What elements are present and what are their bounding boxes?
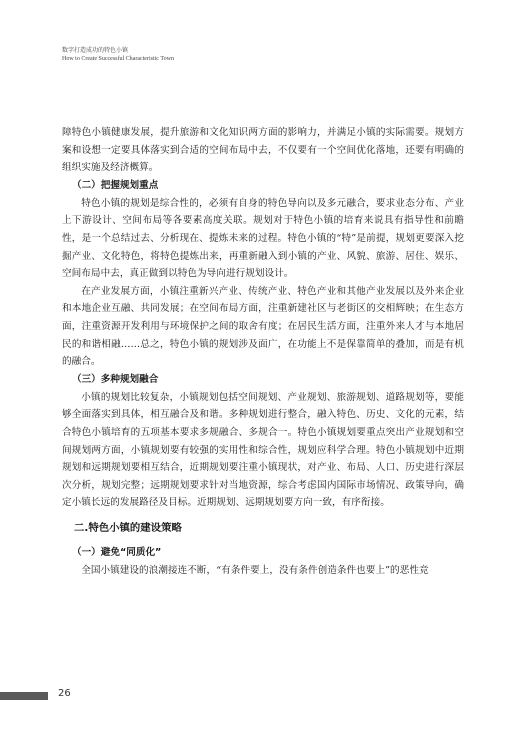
paragraph-multi-plan: 小镇的规划比较复杂，小镇规划包括空间规划、产业规划、旅游规划、道路规划等，要能够全面落实到具体，相互融合及和谐。多种规划进行整合，融入特色、历史、文化的元素，结合特色小镇培育的五项基本要求多规融合、多规合一。特色小镇规划要重点突出产业规划和空间规划两方面，小镇规划要有较强的实用性和综合性，规划应科学合理。特色小镇规划中近期规划和远期规划要相互结合，近期规划要注重小镇现状，对产业、布局、人口、历史进行深层次分析，规划完整；远期规划要求针对当地资源，综合考虑国内国际市场情况、政策导向，确定小镇长远的发展路径及目标。近期规划、远期规划要方向一致，有序衔接。: [62, 391, 464, 509]
page-number: 26: [58, 688, 71, 699]
subheading-planning-focus: （二）把握规划重点: [72, 179, 159, 191]
paragraph-industry-development: 在产业发展方面，小镇注重新兴产业、传统产业、特色产业和其他产业发展以及外来企业和本地企业互融、共同发展；在空间布局方面，注重新建社区与老街区的交相辉映；在生态方面，注重资源开发利用与环境保护之间的取舍有度；在居民生活方面，注重外来人才与本地居民的和谐相融……总之，特色小镇的规划涉及面广，在功能上不是保靠简单的叠加，而是有机的融合。: [62, 285, 464, 368]
header-title-cn: 数字打造成功的特色小镇: [62, 47, 129, 54]
paragraph-avoid-homogeneity: 全国小镇建设的浪潮接连不断，“有条件要上，没有条件创造条件也要上”的恶性竞: [81, 564, 429, 576]
subheading-multi-plan: （三）多种规划融合: [72, 373, 159, 385]
paragraph-planning-focus: 特色小镇的规划是综合性的，必须有自身的特色导向以及多元融合，要求业态分布、产业上下游设计、空间布局等各要素高度关联。规划对于特色小镇的培育来说具有指导性和前瞻性，是一个总结过去、分析现在、提炼未来的过程。特色小镇的“特”是前提，规划更要深入挖掘产业、文化特色，将特色提炼出来，再重新融入到小镇的产业、风貌、旅游、居住、娱乐、空间布局中去，真正做到以特色为导向进行规划设计。: [62, 197, 464, 280]
section-heading-strategy: 二.特色小镇的建设策略: [74, 521, 182, 534]
header-title-en: How to Create Successful Characteristic Town: [62, 56, 174, 62]
page-body: [62, 124, 464, 579]
subheading-avoid-homogeneity: （一）避免“同质化”: [72, 546, 162, 558]
footer-bar: [0, 692, 48, 700]
running-header: [62, 46, 174, 64]
paragraph-continued: 障特色小镇健康发展，提升旅游和文化知识两方面的影响力，并满足小镇的实际需要。规划方案和设想一定要具体落实到合适的空间布局中去，不仅要有一个空间优化落地，还要有明确的组织实施及经济概算。: [62, 127, 464, 174]
